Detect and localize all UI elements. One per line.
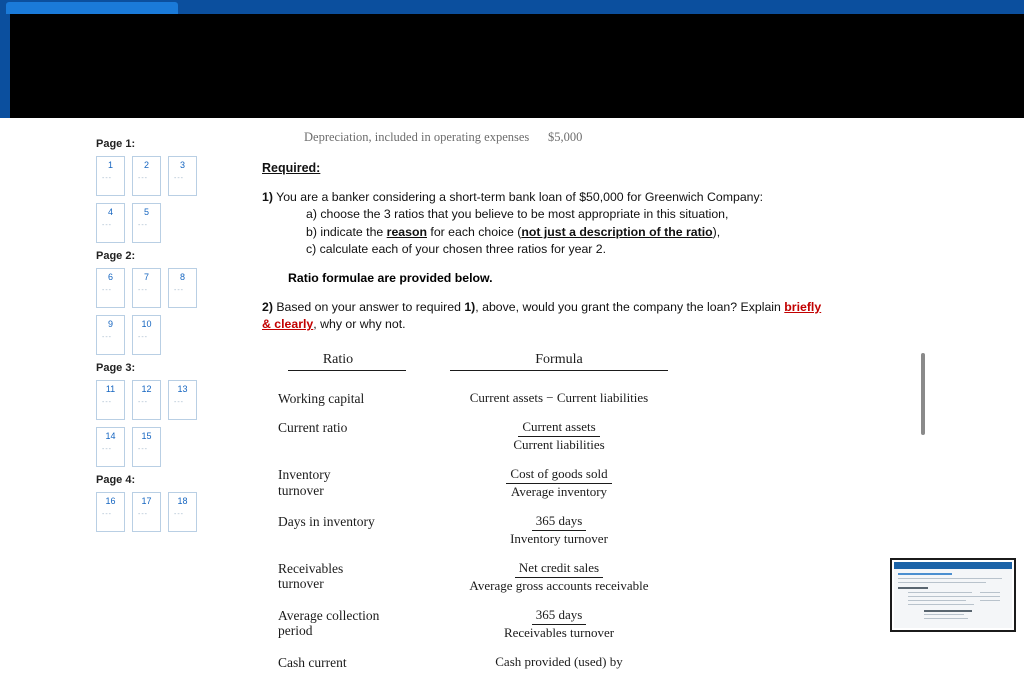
thumbnail-row <box>96 268 226 308</box>
thumbnail-lines: --- <box>138 175 148 182</box>
ratio-name-line1: Average collection <box>278 607 380 623</box>
thumbnail-number: 4 <box>107 207 113 217</box>
ratio-name <box>270 561 428 592</box>
ratio-denominator: Receivables turnover <box>503 624 615 640</box>
preview-line <box>898 578 1002 579</box>
ratio-row <box>270 608 690 641</box>
preview-line <box>924 618 968 619</box>
page-thumbnail[interactable] <box>96 315 125 355</box>
ratio-formula <box>428 655 690 670</box>
thumbnail-number: 6 <box>107 272 113 282</box>
thumbnail-lines: --- <box>138 446 148 453</box>
ratio-name-line1: Inventory <box>278 467 331 483</box>
browser-left-strip <box>0 14 10 118</box>
ratio-table-header-left <box>270 352 428 377</box>
question-2-emphasis: briefly & clearly <box>262 299 822 332</box>
ratio-row <box>270 514 690 547</box>
thumbnail-lines: --- <box>138 222 148 229</box>
thumbnail-lines: --- <box>102 446 112 453</box>
preview-line <box>980 596 1000 597</box>
thumbnail-number: 7 <box>143 272 149 282</box>
question-2-post: , why or why not. <box>313 317 406 332</box>
ratio-name <box>270 608 428 639</box>
ratio-row <box>270 391 690 407</box>
ratio-name-line2: turnover <box>278 482 324 498</box>
ratio-name-line1: Days in inventory <box>278 514 375 530</box>
clipped-top-line: Depreciation, included in operating expenses $5,000 <box>304 130 583 144</box>
thumbnail-row <box>96 315 226 355</box>
page-group <box>86 474 226 532</box>
ratio-name <box>270 467 428 498</box>
ratio-formula <box>428 561 690 594</box>
thumbnail-lines: --- <box>102 399 112 406</box>
page-thumbnail[interactable] <box>168 268 197 308</box>
thumbnail-lines: --- <box>102 222 112 229</box>
page-thumbnail[interactable] <box>96 427 125 467</box>
preview-titlebar <box>894 562 1012 569</box>
ratio-row <box>270 420 690 453</box>
thumbnail-number: 18 <box>177 496 188 506</box>
page-thumbnail[interactable] <box>132 380 161 420</box>
question-2 <box>262 299 822 334</box>
formulae-note: Ratio formulae are provided below. <box>288 270 493 285</box>
ratio-formula <box>428 608 690 641</box>
thumbnail-lines: --- <box>102 334 112 341</box>
ratio-numerator: 365 days <box>532 608 587 625</box>
pages-panel <box>86 138 226 598</box>
scrollbar-thumb[interactable] <box>921 353 925 435</box>
ratio-name <box>270 420 428 436</box>
required-heading: Required: <box>262 161 321 175</box>
ratio-table-header-right <box>428 352 690 377</box>
ratio-formula-single: Current assets − Current liabilities <box>469 389 649 405</box>
thumbnail-lines: --- <box>174 511 184 518</box>
question-2-pre: Based on your answer to required <box>276 299 465 314</box>
thumbnail-number: 8 <box>179 272 185 282</box>
thumbnail-lines: --- <box>174 287 184 294</box>
thumbnail-number: 2 <box>143 160 149 170</box>
thumbnail-number: 9 <box>107 319 113 329</box>
ratio-name-line1: Receivables <box>278 560 344 576</box>
question-1-b-pre: b) indicate the <box>306 224 387 239</box>
question-2-ref: 1) <box>464 299 476 314</box>
thumbnail-lines: --- <box>102 175 112 182</box>
thumbnail-number: 17 <box>141 496 152 506</box>
thumbnail-lines: --- <box>138 334 148 341</box>
ratio-denominator: Current liabilities <box>513 437 605 453</box>
preview-line <box>898 587 928 589</box>
document-viewer <box>0 118 1024 670</box>
ratio-name-line1: Working capital <box>278 390 365 406</box>
preview-line <box>908 600 966 601</box>
thumbnail-lines: --- <box>102 287 112 294</box>
page-thumbnail[interactable] <box>168 492 197 532</box>
question-1-b-reason: reason <box>386 224 427 239</box>
page-group-label: Page 2: <box>96 250 136 262</box>
thumbnail-row <box>96 156 226 196</box>
page-group <box>86 138 226 243</box>
ratio-denominator: Average gross accounts receivable <box>469 577 649 593</box>
question-1-c: c) calculate each of your chosen three ratios for year 2. <box>306 242 607 257</box>
preview-line <box>924 610 972 612</box>
ratio-formula-table <box>270 352 690 671</box>
thumbnail-number: 1 <box>107 160 113 170</box>
thumbnail-number: 14 <box>105 431 116 441</box>
blank-black-panel <box>10 14 1024 118</box>
ratio-name-line1: Current ratio <box>278 420 348 436</box>
ratio-name-line2: period <box>278 623 313 639</box>
page-thumbnail[interactable] <box>96 203 125 243</box>
ratio-row <box>270 561 690 594</box>
ratio-numerator: Cost of goods sold <box>506 467 611 484</box>
ratio-denominator: Inventory turnover <box>510 531 608 547</box>
page-group-label: Page 4: <box>96 474 136 486</box>
page-preview-content <box>894 562 1012 628</box>
question-1-a: a) choose the 3 ratios that you believe to be most appropriate in this situation, <box>306 207 729 222</box>
browser-titlebar <box>0 0 1024 14</box>
thumbnail-number: 12 <box>141 384 152 394</box>
ratio-name <box>270 514 428 530</box>
thumbnail-number: 5 <box>143 207 149 217</box>
ratio-name <box>270 391 428 407</box>
ratio-row <box>270 467 690 500</box>
thumbnail-number: 3 <box>179 160 185 170</box>
thumbnail-number: 15 <box>141 431 152 441</box>
question-1 <box>262 189 822 259</box>
thumbnail-row <box>96 492 226 532</box>
thumbnail-lines: --- <box>102 511 112 518</box>
thumbnail-row <box>96 380 226 420</box>
ratio-numerator: 365 days <box>532 514 587 531</box>
preview-line <box>898 573 952 575</box>
question-1-b <box>306 224 822 241</box>
thumbnail-lines: --- <box>138 287 148 294</box>
header-rule-left <box>288 370 406 371</box>
ratio-formula <box>428 420 690 453</box>
ratio-formula-single: Cash provided (used) by <box>495 653 623 669</box>
thumbnail-number: 11 <box>105 384 116 394</box>
thumbnail-lines: --- <box>174 399 184 406</box>
page-group <box>86 250 226 355</box>
thumbnail-row <box>96 203 226 243</box>
ratio-name-line2: turnover <box>278 576 324 592</box>
page-thumbnail[interactable] <box>132 203 161 243</box>
page-thumbnail[interactable] <box>96 380 125 420</box>
ratio-formula <box>428 391 690 406</box>
ratio-denominator: Average inventory <box>510 484 608 500</box>
preview-line <box>980 592 1000 593</box>
ratio-formula <box>428 514 690 547</box>
thumbnail-lines: --- <box>138 511 148 518</box>
page-thumbnail[interactable] <box>96 156 125 196</box>
header-rule-right <box>450 370 668 371</box>
preview-line <box>908 596 980 597</box>
ratio-numerator: Current assets <box>518 420 599 437</box>
thumbnail-row <box>96 427 226 467</box>
page-thumbnail[interactable] <box>168 156 197 196</box>
preview-line <box>924 614 964 615</box>
page-preview-popup[interactable] <box>890 558 1016 632</box>
question-2-number: 2) <box>262 299 273 314</box>
page-group-label: Page 1: <box>96 138 136 150</box>
question-1-b-mid: for each choice ( <box>427 224 522 239</box>
page-thumbnail[interactable] <box>132 427 161 467</box>
ratio-name-line1: Cash current <box>278 654 347 670</box>
ratio-row <box>270 655 690 671</box>
page-thumbnail[interactable] <box>96 268 125 308</box>
preview-line <box>908 604 974 605</box>
thumbnail-number: 10 <box>141 319 152 329</box>
question-1-text: You are a banker considering a short-term bank loan of $50,000 for Greenwich Company: <box>276 190 764 204</box>
page-thumbnail[interactable] <box>132 268 161 308</box>
page-group <box>86 362 226 467</box>
thumbnail-lines: --- <box>138 399 148 406</box>
thumbnail-number: 16 <box>105 496 116 506</box>
page-thumbnail[interactable] <box>132 492 161 532</box>
preview-line <box>980 600 1000 601</box>
page-thumbnail[interactable] <box>132 315 161 355</box>
ratio-name <box>270 655 428 671</box>
preview-line <box>898 582 986 583</box>
page-thumbnail[interactable] <box>132 156 161 196</box>
page-group-label: Page 3: <box>96 362 136 374</box>
ratio-formula <box>428 467 690 500</box>
page-thumbnail[interactable] <box>168 380 197 420</box>
question-1-b-emphasis: not just a description of the ratio <box>521 224 713 239</box>
header-formula-label: Formula <box>535 351 583 367</box>
question-1-number: 1) <box>262 190 273 204</box>
preview-line <box>908 592 972 593</box>
thumbnail-number: 13 <box>177 384 188 394</box>
ratio-numerator: Net credit sales <box>515 561 603 578</box>
question-2-mid: , above, would you grant the company the loan? Explain <box>475 299 785 314</box>
ratio-table-header <box>270 352 690 377</box>
document-body <box>262 118 822 684</box>
thumbnail-lines: --- <box>174 175 184 182</box>
header-ratio-label: Ratio <box>322 351 354 367</box>
question-1-b-post: ), <box>712 224 721 239</box>
page-thumbnail[interactable] <box>96 492 125 532</box>
